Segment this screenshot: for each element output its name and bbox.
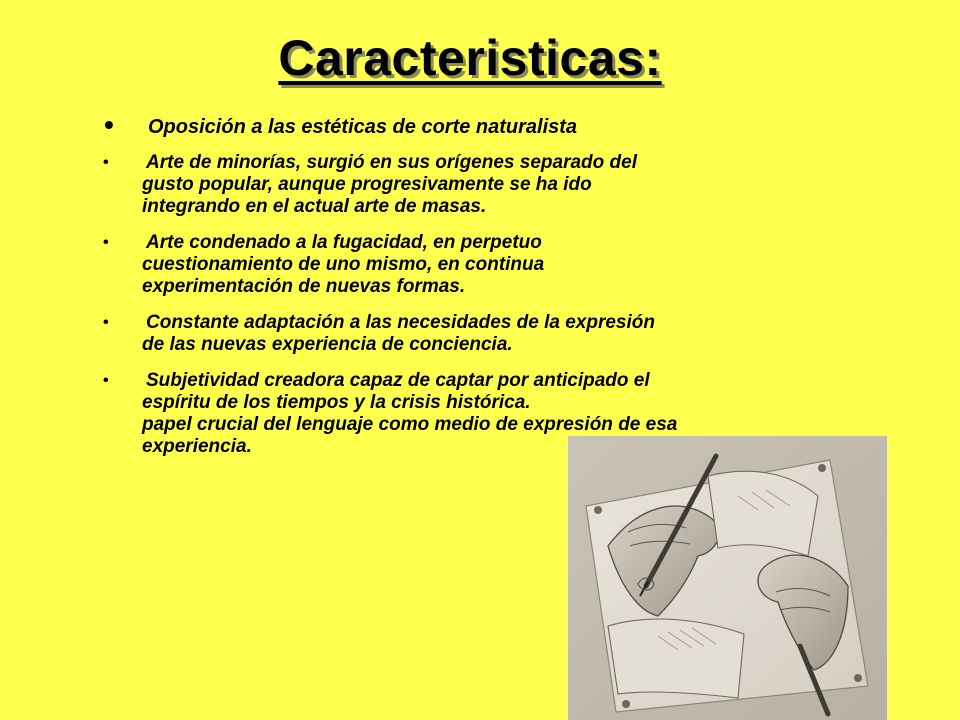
bullet-text: gusto popular, aunque progresivamente se ha ido: [142, 174, 592, 195]
bullet-text: de las nuevas experiencia de conciencia.: [142, 334, 513, 355]
bullet-dot-icon: •: [103, 372, 109, 389]
bullet-text: cuestionamiento de uno mismo, en continua: [142, 254, 545, 275]
bullet-item: [100, 152, 840, 218]
bullet-dot-icon: •: [103, 154, 109, 171]
bullet-text: Subjetividad creadora capaz de captar por anticipado el: [146, 370, 650, 391]
bullet-text: experimentación de nuevas formas.: [142, 276, 466, 297]
bullet-text: espíritu de los tiempos y la crisis histórica.: [142, 392, 531, 413]
bullet-item: [100, 312, 840, 356]
bullet-text: Oposición a las estéticas de corte naturalista: [148, 116, 578, 138]
bullet-text: Arte de minorías, surgió en sus orígenes separado del: [146, 152, 637, 173]
bullet-text: Arte condenado a la fugacidad, en perpetuo: [146, 232, 542, 253]
bullet-dot-icon: •: [104, 109, 114, 140]
bullet-item: [100, 232, 840, 298]
drawing-hands-artwork: [568, 436, 887, 720]
bullet-text: papel crucial del lenguaje como medio de expresión de esa: [142, 414, 678, 435]
bullet-text: integrando en el actual arte de masas.: [142, 196, 487, 217]
bullet-dot-icon: •: [103, 234, 109, 251]
slide-title: Caracteristicas:: [278, 30, 662, 86]
bullet-item: [100, 109, 840, 140]
bullet-text: experiencia.: [142, 436, 252, 457]
bullet-text: Constante adaptación a las necesidades de la expresión: [146, 312, 655, 333]
bullet-list: [100, 109, 840, 458]
bullet-dot-icon: •: [103, 314, 109, 331]
